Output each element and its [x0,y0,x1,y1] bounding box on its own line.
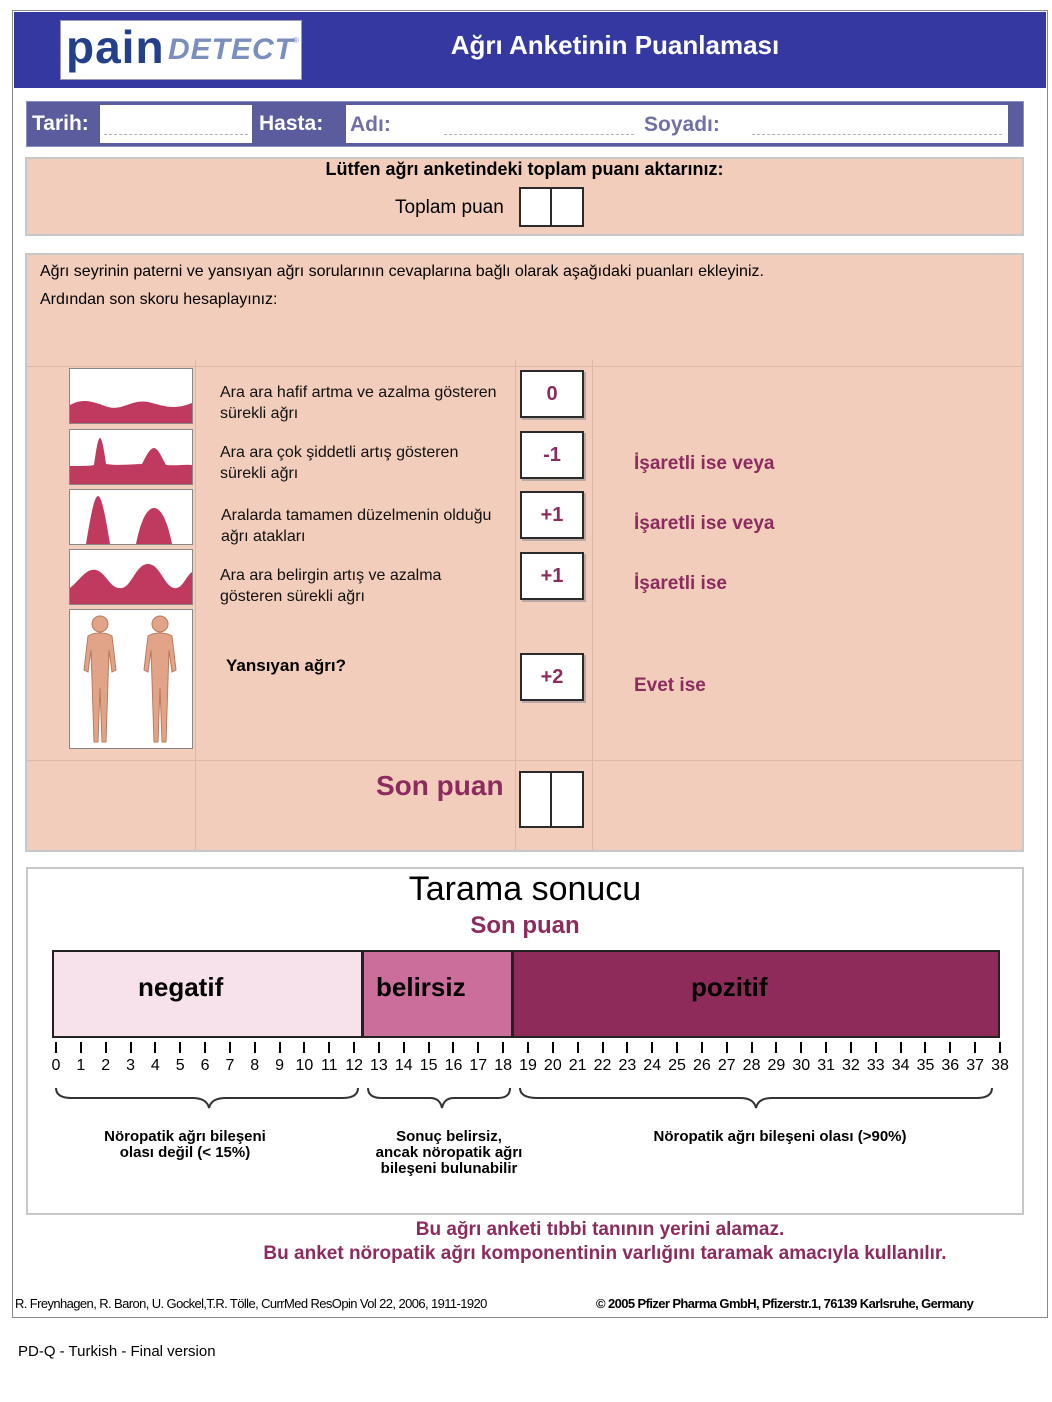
scale-tick [999,1042,1001,1053]
pattern-item-2-line1: Ara ara çok şiddetli artış gösteren [220,444,459,461]
scale-tick-label: 34 [891,1057,910,1074]
total-score-digit-1[interactable] [519,187,553,227]
scale-tick [328,1042,330,1053]
scale-tick-label: 13 [370,1057,388,1074]
scale-tick-label: 36 [941,1057,960,1074]
caption-positive: Nöropatik ağrı bileşeni olası (>90%) [653,1128,907,1145]
last-name-label: Soyadı: [644,113,720,136]
pattern-item-1-line2: sürekli ağrı [220,405,299,422]
scale-tick-label: 25 [668,1057,686,1074]
scale-tick-label: 26 [692,1057,711,1074]
caption-negative-line1: Nöropatik ağrı bileşeni [104,1128,266,1145]
scale-tick-label: 3 [126,1057,135,1074]
scale-tick-label: 12 [345,1057,363,1074]
wave-strong-icon [69,549,193,605]
grid-line [195,360,196,850]
scale-tick [775,1042,777,1053]
scale-tick-label: 35 [916,1057,935,1074]
scale-tick [676,1042,678,1053]
scale-tick [651,1042,653,1053]
version-label: PD-Q - Turkish - Final version [18,1343,216,1360]
pattern-item-1-score[interactable]: 0 [520,370,584,418]
scale-tick [229,1042,231,1053]
logo-pain-text: pain [66,21,165,73]
scale-tick-label: 0 [51,1057,61,1074]
scale-tick [204,1042,206,1053]
pattern-item-2-line2: sürekli ağrı [220,465,299,482]
total-score-digit-2[interactable] [550,187,584,227]
pattern-item-4-line1: Ara ara belirgin artış ve azalma [220,567,442,584]
scale-tick [502,1042,504,1053]
segment-unclear-label: belirsiz [376,972,466,1002]
scale-tick [428,1042,430,1053]
scale-tick-label: 7 [225,1057,235,1074]
grid-line [27,366,1022,367]
scale-tick-label: 20 [543,1057,562,1074]
scale-tick [279,1042,281,1053]
scale-tick-label: 1 [76,1057,86,1074]
scale-tick [55,1042,57,1053]
disclaimer-line2: Bu anket nöropatik ağrı komponentinin varlığını taramak amacıyla kullanılır. [263,1243,947,1264]
scale-tick [701,1042,703,1053]
scale-tick-label: 9 [275,1057,285,1074]
total-score-instruction: Lütfen ağrı anketindeki toplam puanı aktarınız: [325,159,724,179]
patient-label: Hasta: [259,112,324,135]
date-field[interactable] [100,105,252,143]
caption-unclear-line3: bileşeni bulunabilir [380,1160,518,1177]
date-dotted-line [104,134,248,135]
body-figures-icon [69,609,193,749]
scale-tick-label: 30 [792,1057,811,1074]
scale-tick-label: 2 [101,1057,111,1074]
logo-registered-mark: ® [293,36,299,45]
grid-line [592,360,593,850]
footer-copyright: © 2005 Pfizer Pharma GmbH, Pfizerstr.1, 76139 Karlsruhe, Germany [596,1296,974,1311]
scale-tick-label: 31 [817,1057,835,1074]
scale-tick-label: 4 [150,1057,160,1074]
scale-tick [974,1042,976,1053]
pattern-item-2-text [220,442,458,484]
scale-tick-label: 19 [519,1057,537,1074]
scale-tick [105,1042,107,1053]
disclaimer-line1: Bu ağrı anketi tıbbi tanının yerini alamaz. [415,1219,785,1240]
first-name-dotted-line [444,134,634,135]
scale-tick-label: 23 [618,1057,637,1074]
page-title: Ağrı Anketinin Puanlaması [450,30,780,60]
scale-tick-label: 32 [842,1057,860,1074]
scale-braces [52,1084,1002,1112]
scale-tick-label: 29 [767,1057,786,1074]
scale-tick-label: 24 [643,1057,662,1074]
scale-tick [552,1042,554,1053]
logo-detect-text: DETECT [168,33,294,66]
scale-tick [254,1042,256,1053]
result-subtitle: Son puan [470,912,580,939]
pattern-item-2-condition: İşaretli ise veya [634,453,775,474]
pattern-item-3-score[interactable]: +1 [520,491,584,539]
final-score-digit-2[interactable] [550,771,584,828]
pattern-item-4-score[interactable]: +1 [520,552,584,600]
pattern-item-3-line2: ağrı atakları [221,528,306,545]
pattern-item-4-line2: gösteren sürekli ağrı [220,588,365,605]
scale-tick [800,1042,802,1053]
scale-tick [602,1042,604,1053]
wave-gentle-icon [69,368,193,424]
caption-negative [60,1129,310,1161]
scale-tick-label: 22 [593,1057,612,1074]
caption-unclear-line2: ancak nöropatik ağrı [375,1144,523,1161]
date-label: Tarih: [32,112,89,135]
pattern-item-2-score[interactable]: -1 [520,431,584,479]
scale-tick [353,1042,355,1053]
scale-tick-label: 33 [866,1057,885,1074]
final-score-label: Son puan [376,770,504,801]
scale-tick-label: 27 [717,1057,736,1074]
pattern-item-3-line1: Aralarda tamamen düzelmenin olduğu [221,507,492,524]
scale-tick [154,1042,156,1053]
scale-tick [303,1042,305,1053]
scale-tick [924,1042,926,1053]
segment-negative-label: negatif [138,972,224,1002]
caption-negative-line2: olası değil (< 15%) [119,1144,251,1161]
scale-tick [726,1042,728,1053]
scale-tick-label: 11 [320,1057,338,1074]
scale-tick [751,1042,753,1053]
final-score-digit-1[interactable] [519,771,553,828]
scale-tick-label: 18 [494,1057,513,1074]
scale-tick-label: 28 [742,1057,761,1074]
scale-tick [949,1042,951,1053]
scale-tick [179,1042,181,1053]
scale-tick-label: 10 [295,1057,314,1074]
scale-tick [875,1042,877,1053]
scale-tick-label: 37 [966,1057,985,1074]
scale-tick [825,1042,827,1053]
scale-tick [900,1042,902,1053]
scale-tick [477,1042,479,1053]
pattern-instruction-line1: Ağrı seyrinin paterni ve yansıyan ağrı sorularının cevaplarına bağlı olarak aşağıdaki puanları ekleyiniz. [40,263,764,280]
pattern-item-4-text [220,565,441,607]
radiating-pain-condition: Evet ise [634,675,706,696]
scale-tick [452,1042,454,1053]
pattern-item-3-condition: İşaretli ise veya [634,513,775,534]
last-name-dotted-line [752,134,1002,135]
scale-tick [850,1042,852,1053]
radiating-pain-score[interactable]: +2 [520,653,584,701]
scale-tick-label: 6 [200,1057,210,1074]
scale-tick-label: 38 [991,1057,1009,1074]
scale-tick-label: 16 [444,1057,463,1074]
scale-tick-label: 15 [419,1057,438,1074]
scale-tick-label: 8 [250,1057,260,1074]
caption-unclear [349,1129,549,1177]
scale-tick-label: 5 [175,1057,185,1074]
radiating-pain-label: Yansıyan ağrı? [226,656,346,675]
pattern-item-3-text [221,505,491,547]
grid-line [515,360,516,850]
pattern-item-1-text [220,382,497,424]
scale-tick [577,1042,579,1053]
scale-tick [378,1042,380,1053]
result-title: Tarama sonucu [408,870,642,908]
scale-tick [403,1042,405,1053]
pattern-item-4-condition: İşaretli ise [634,573,727,594]
scale-tick [80,1042,82,1053]
wave-attacks-icon [69,489,193,545]
first-name-label: Adı: [350,113,391,136]
scale-tick-label: 14 [394,1057,413,1074]
pattern-instruction-line2: Ardından son skoru hesaplayınız: [40,291,278,308]
scale-tick-label: 17 [469,1057,488,1074]
grid-line [27,760,1022,761]
scale-tick [130,1042,132,1053]
footer-reference: R. Freynhagen, R. Baron, U. Gockel,T.R. Tölle, CurrMed ResOpin Vol 22, 2006, 1911-1920 [15,1296,487,1311]
scale-tick [626,1042,628,1053]
caption-unclear-line1: Sonuç belirsiz, [396,1128,502,1145]
wave-spikes-icon [69,429,193,485]
scale-tick-label: 21 [568,1057,587,1074]
scale-tick [527,1042,529,1053]
pattern-item-1-line1: Ara ara hafif artma ve azalma gösteren [220,384,497,401]
segment-positive-label: pozitif [691,972,768,1002]
total-score-label: Toplam puan [395,197,504,218]
